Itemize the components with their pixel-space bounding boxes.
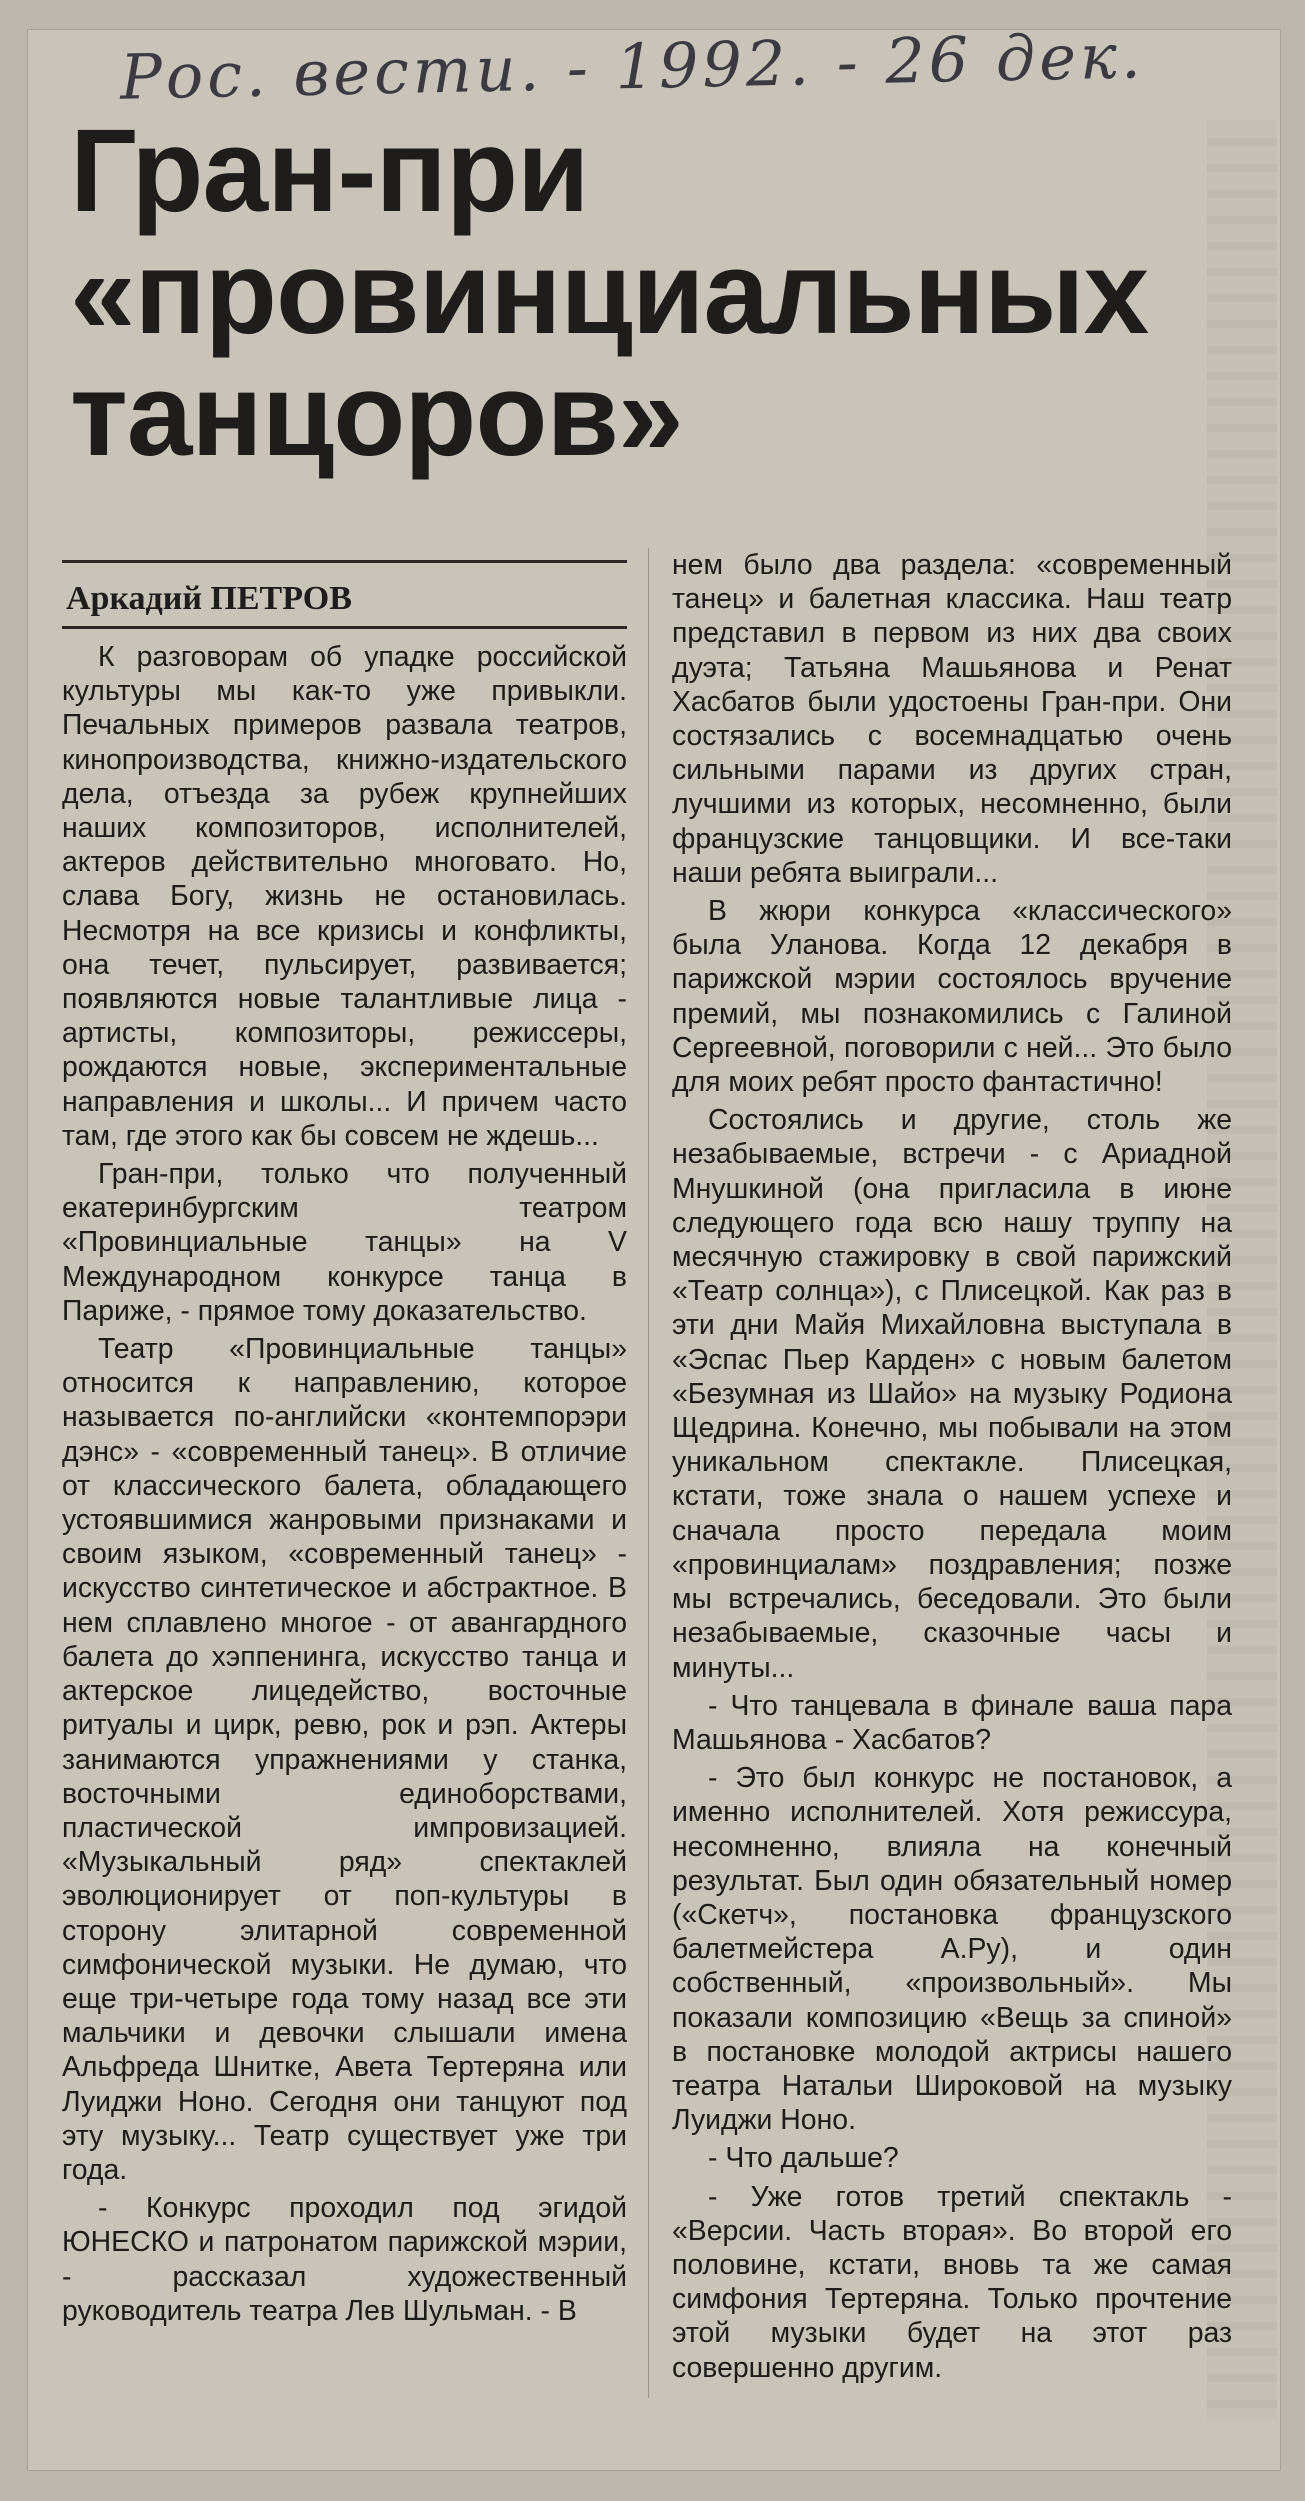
handwritten-source-note: Рос. вести. - 1992. - 26 дек.: [119, 19, 1146, 114]
headline-line-1: Гран-при: [70, 105, 589, 237]
paragraph: - Конкурс проходил под эгидой ЮНЕСКО и патронатом парижской мэрии, - рассказал художественный руководитель театра Лев Шульман. - В: [62, 2192, 627, 2327]
column-divider: [648, 548, 649, 2398]
paragraph: - Это был конкурс не постановок, а именно исполнителей. Хотя режиссура, несомненно, влияла на конечный результат. Был один обязательный номер («Скетч», постановка французского балетмейстера А.Ру), и один собственный, «произвольный». Мы показали композицию «Вещь за спиной» в постановке молодой актрисы нашего театра Натальи Широковой на музыку Луиджи Ноно.: [672, 1762, 1232, 2137]
paragraph: Гран-при, только что полученный екатеринбургским театром «Провинциальные танцы» на V Международном конкурсе танца в Париже, - прямое тому доказательство.: [62, 1158, 627, 1327]
paragraph: Состоялись и другие, столь же незабываемые, встречи - с Ариадной Мнушкиной (она пригласила в июне следующего года всю нашу труппу на месячную стажировку в свой парижский «Театр солнца»), с Плисецкой. Как раз в эти дни Майя Михайловна выступала в «Эспас Пьер Карден» с новым балетом «Безумная из Шайо» на музыку Родиона Щедрина. Конечно, мы побывали на этом уникальном спектакле. Плисецкая, кстати, тоже знала о нашем успехе и сначала просто передала моим «провинциалам» поздравления; позже мы встречались, беседовали. Это были незабываемые, сказочные часы и минуты...: [672, 1104, 1232, 1684]
paragraph: - Что дальше?: [708, 2142, 899, 2175]
byline-rule-top: [62, 560, 627, 563]
headline-line-2: «провинциальных: [70, 227, 1149, 359]
paragraph: нем было два раздела: «современный танец» и балетная классика. Наш театр представил в первом из них два своих дуэта; Татьяна Машьянова и Ренат Хасбатов были удостоены Гран-при. Они состязались с восемнадцатью очень сильными парами из других стран, лучшими из которых, несомненно, были французские танцовщики. И все-таки наши ребята выиграли...: [672, 549, 1232, 889]
paragraph: - Уже готов третий спектакль - «Версии. Часть вторая». Во второй его половине, кстати, вновь та же самая симфония Тертеряна. Только прочтение этой музыки будет на этот раз совершенно другим.: [672, 2180, 1232, 2384]
left-column: [62, 640, 627, 2332]
headline-line-3: танцоров»: [70, 349, 683, 481]
paragraph: К разговорам об упадке российской культуры мы как-то уже привыкли. Печальных примеров развала театров, кинопроизводства, книжно-издательского дела, отъезда за рубеж крупнейших наших композиторов, исполнителей, актеров действительно многовато. Но, слава Богу, жизнь не остановилась. Несмотря на все кризисы и конфликты, она течет, пульсирует, развивается; появляются новые талантливые лица - артисты, композиторы, режиссеры, рождаются новые, экспериментальные направления и школы... И причем часто там, где этого как бы совсем не ждешь...: [62, 641, 627, 1152]
paragraph: Театр «Провинциальные танцы» относится к направлению, которое называется по-английски «контемпорэри дэнс» - «современный танец». В отличие от классического балета, обладающего устоявшимися жанровыми признаками и своим языком, «современный танец» - искусство синтетическое и абстрактное. В нем сплавлено многое - от авангардного балета до хэппенинга, искусство танца и актерское лицедейство, восточные ритуалы и цирк, ревю, рок и рэп. Актеры занимаются упражнениями у станка, восточными единоборствами, пластической импровизацией. «Музыкальный ряд» спектаклей эволюционирует от поп-культуры в сторону элитарной современной симфонической музыки. Не думаю, что еще три-четыре года тому назад все эти мальчики и девочки слышали имена Альфреда Шнитке, Авета Тертеряна или Луиджи Ноно. Сегодня они танцуют под эту музыку... Театр существует уже три года.: [62, 1333, 627, 2186]
byline-rule-bottom: [62, 626, 627, 629]
right-column: [672, 548, 1232, 2389]
paragraph: В жюри конкурса «классического» была Уланова. Когда 12 декабря в парижской мэрии состоялось вручение премий, мы познакомились с Галиной Сергеевной, поговорили с ней... Это было для моих ребят просто фантастично!: [672, 895, 1232, 1099]
paragraph: - Что танцевала в финале ваша пара Машьянова - Хасбатов?: [672, 1689, 1232, 1756]
byline: Аркадий ПЕТРОВ: [66, 580, 352, 617]
article-headline: [70, 105, 1149, 481]
